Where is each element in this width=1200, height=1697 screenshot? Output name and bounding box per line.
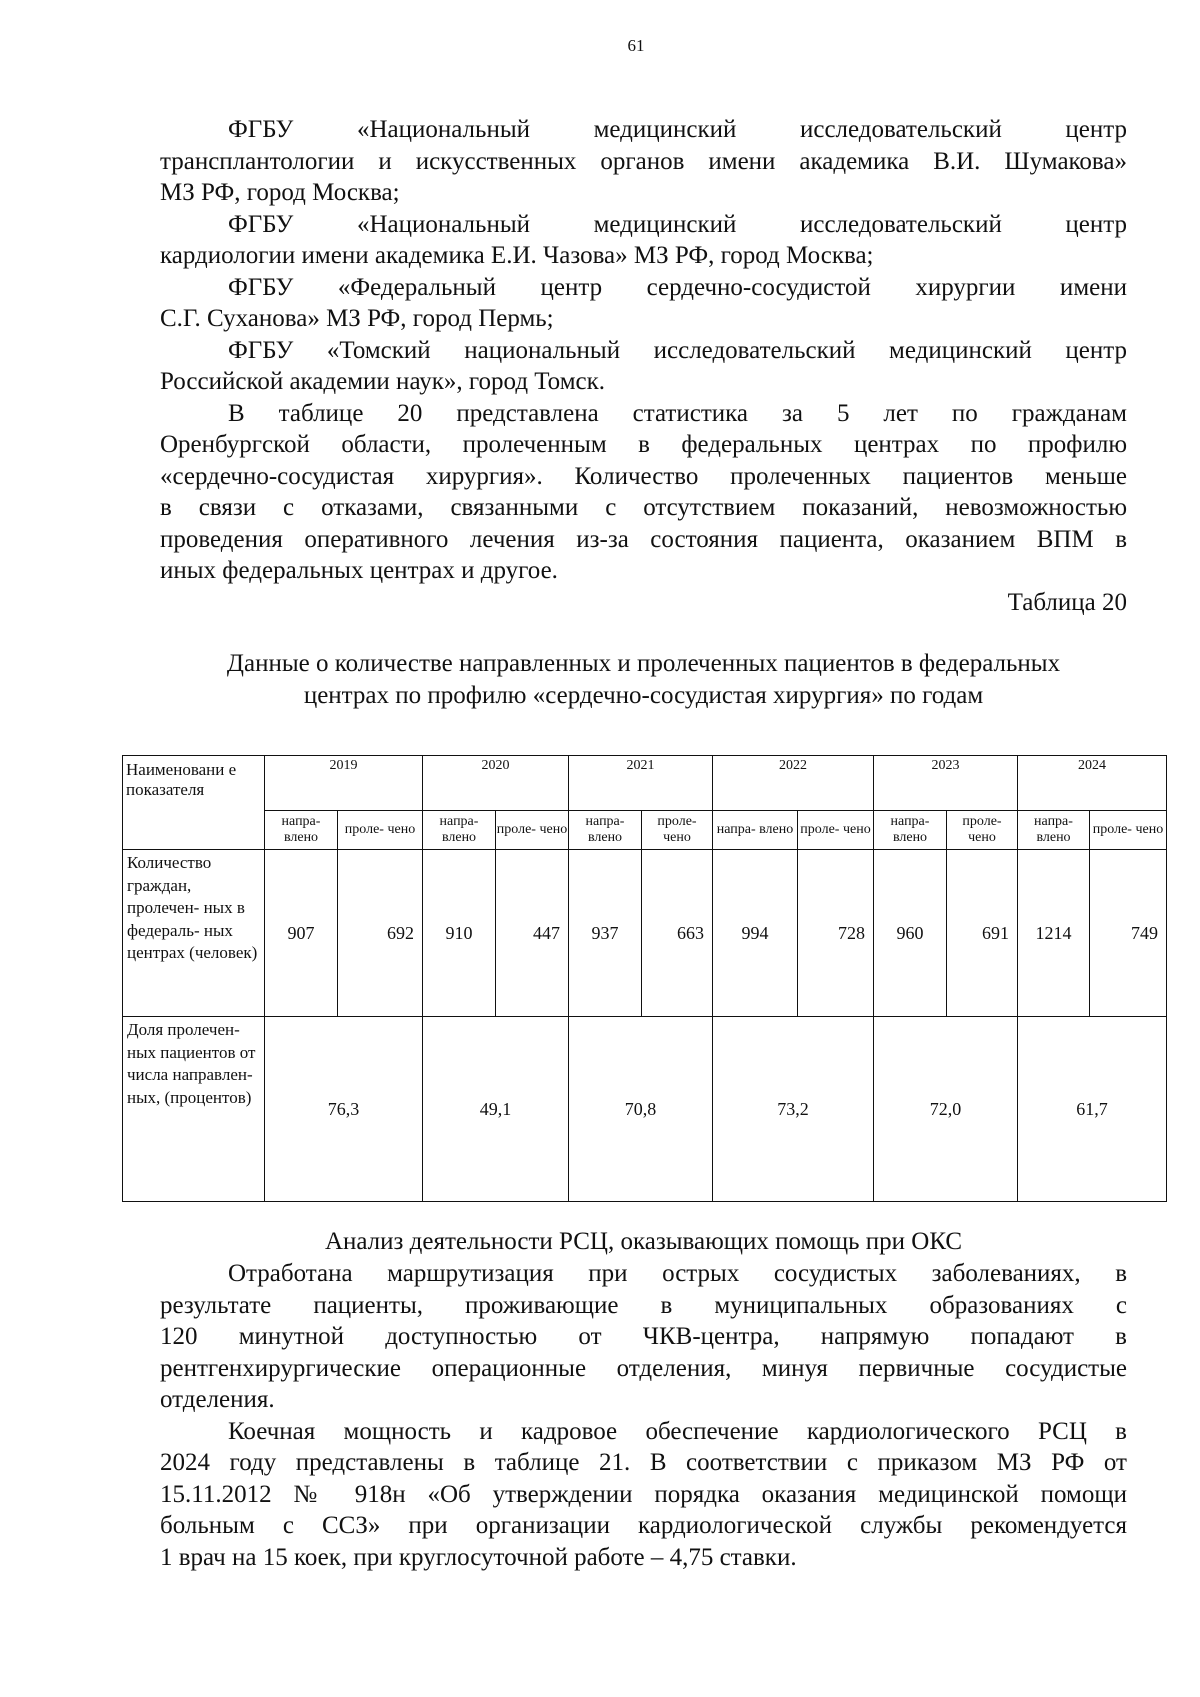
sub-sent-cell: напра- влено [569, 811, 642, 850]
text-line: МЗ РФ, город Москва; [160, 179, 400, 206]
text-line: Коечная мощность и кадровое обеспечение кардиологического РСЦ в [228, 1417, 1127, 1445]
section-heading: Анализ деятельности РСЦ, оказывающих помощь при ОКС [324, 1228, 963, 1255]
row-label-count: Количество граждан, пролечен- ных в федераль- ных центрах (человек) [123, 850, 265, 1017]
text-line: 120 минутной доступностью от ЧКВ-центра, напрямую попадают в [160, 1323, 1127, 1350]
text-line: ФГБУ «Федеральный центр сердечно-сосудистой хирургии имени [228, 273, 1127, 301]
value-cell: 691 [947, 850, 1018, 1017]
percent-cell: 76,3 [265, 1017, 423, 1202]
bottom-paragraphs [160, 1258, 1127, 1573]
paragraph [160, 335, 1127, 398]
text-line: проведения оперативного лечения из-за состояния пациента, оказанием ВПМ в [160, 525, 1127, 553]
lower-text [160, 1226, 1127, 1573]
value-cell: 937 [569, 850, 642, 1017]
sub-sent-cell: напра- влено [423, 811, 496, 850]
text-line: Российской академии наук», город Томск. [160, 368, 606, 395]
value-cell: 1214 [1018, 850, 1090, 1017]
text-line: 15.11.2012 № 918н «Об утверждении порядка оказания медицинской помощи [160, 1480, 1127, 1508]
year-cell: 2022 [713, 756, 874, 811]
table-caption-line2: центрах по профилю «сердечно-сосудистая хирургия» по годам [303, 681, 984, 709]
table-caption-line1: Данные о количестве направленных и пролеченных пациентов в федеральных [226, 649, 1061, 677]
text-line: ФГБУ «Национальный медицинский исследовательский центр [228, 116, 1127, 143]
header-name-cell: Наименовани е показателя [123, 756, 265, 850]
table-row-share [123, 1017, 1167, 1202]
value-cell: 994 [713, 850, 798, 1017]
year-cell: 2021 [569, 756, 713, 811]
data-table [122, 755, 1167, 1202]
text-line: результате пациенты, проживающие в муниципальных образованиях с [160, 1291, 1127, 1319]
text-line: кардиологии имени академика Е.И. Чазова» МЗ РФ, город Москва; [160, 242, 874, 269]
sub-treated-cell: проле- чено [947, 811, 1018, 850]
value-cell: 692 [338, 850, 423, 1017]
sub-treated-cell: проле- чено [338, 811, 423, 850]
value-cell: 447 [496, 850, 569, 1017]
upper-text [160, 114, 1127, 712]
text-line: Отработана маршрутизация при острых сосудистых заболеваниях, в [228, 1260, 1127, 1287]
text-line: больным с ССЗ» при организации кардиологической службы рекомендуется [160, 1512, 1127, 1539]
text-line: 1 врач на 15 коек, при круглосуточной работе – 4,75 ставки. [160, 1543, 797, 1571]
text-line: 2024 году представлены в таблице 21. В соответствии с приказом МЗ РФ от [160, 1449, 1127, 1476]
text-line: Оренбургской области, пролеченным в федеральных центрах по профилю [160, 431, 1127, 458]
year-cell: 2020 [423, 756, 569, 811]
sub-sent-cell: напра- влено [874, 811, 947, 850]
text-line: отделения. [160, 1386, 275, 1413]
table-caption [160, 648, 1127, 712]
text-line: в связи с отказами, связанными с отсутствием показаний, невозможностью [160, 494, 1127, 521]
percent-cell: 72,0 [874, 1017, 1018, 1202]
sub-treated-cell: проле- чено [496, 811, 569, 850]
sub-treated-cell: проле- чено [642, 811, 713, 850]
percent-cell: 61,7 [1018, 1017, 1167, 1202]
value-cell: 910 [423, 850, 496, 1017]
table-row-count [123, 850, 1167, 1017]
table-label: Таблица 20 [1007, 588, 1127, 616]
page-number: 61 [627, 36, 645, 55]
text-line: «сердечно-сосудистая хирургия». Количество пролеченных пациентов меньше [160, 462, 1127, 490]
value-cell: 907 [265, 850, 338, 1017]
value-cell: 663 [642, 850, 713, 1017]
text-line: ФГБУ «Национальный медицинский исследовательский центр [228, 210, 1127, 238]
sub-treated-cell: проле- чено [1090, 811, 1167, 850]
paragraph [160, 209, 1127, 272]
paragraph [160, 398, 1127, 587]
paragraph [160, 272, 1127, 335]
percent-cell: 49,1 [423, 1017, 569, 1202]
text-line: иных федеральных центрах и другое. [160, 557, 558, 584]
text-line: трансплантологии и искусственных органов имени академика В.И. Шумакова» [160, 147, 1127, 175]
value-cell: 960 [874, 850, 947, 1017]
text-line: С.Г. Суханова» МЗ РФ, город Пермь; [160, 305, 554, 332]
year-cell: 2024 [1018, 756, 1167, 811]
percent-cell: 70,8 [569, 1017, 713, 1202]
sub-sent-cell: напра- влено [713, 811, 798, 850]
paragraph [160, 1258, 1127, 1416]
value-cell: 749 [1090, 850, 1167, 1017]
year-cell: 2023 [874, 756, 1018, 811]
top-paragraphs [160, 114, 1127, 587]
value-cell: 728 [798, 850, 874, 1017]
text-line: ФГБУ «Томский национальный исследовательский медицинский центр [228, 336, 1127, 364]
table-subheader-row [123, 811, 1167, 850]
sub-sent-cell: напра- влено [1018, 811, 1090, 850]
sub-treated-cell: проле- чено [798, 811, 874, 850]
text-line: В таблице 20 представлена статистика за 5 лет по гражданам [228, 399, 1127, 427]
year-cell: 2019 [265, 756, 423, 811]
sub-sent-cell: напра- влено [265, 811, 338, 850]
row-label-share: Доля пролечен- ных пациентов от числа направлен- ных, (процентов) [123, 1017, 265, 1202]
paragraph [160, 114, 1127, 209]
paragraph [160, 1416, 1127, 1574]
text-line: рентгенхирургические операционные отделения, минуя первичные сосудистые [160, 1354, 1127, 1382]
table-header-row [123, 756, 1167, 811]
percent-cell: 73,2 [713, 1017, 874, 1202]
